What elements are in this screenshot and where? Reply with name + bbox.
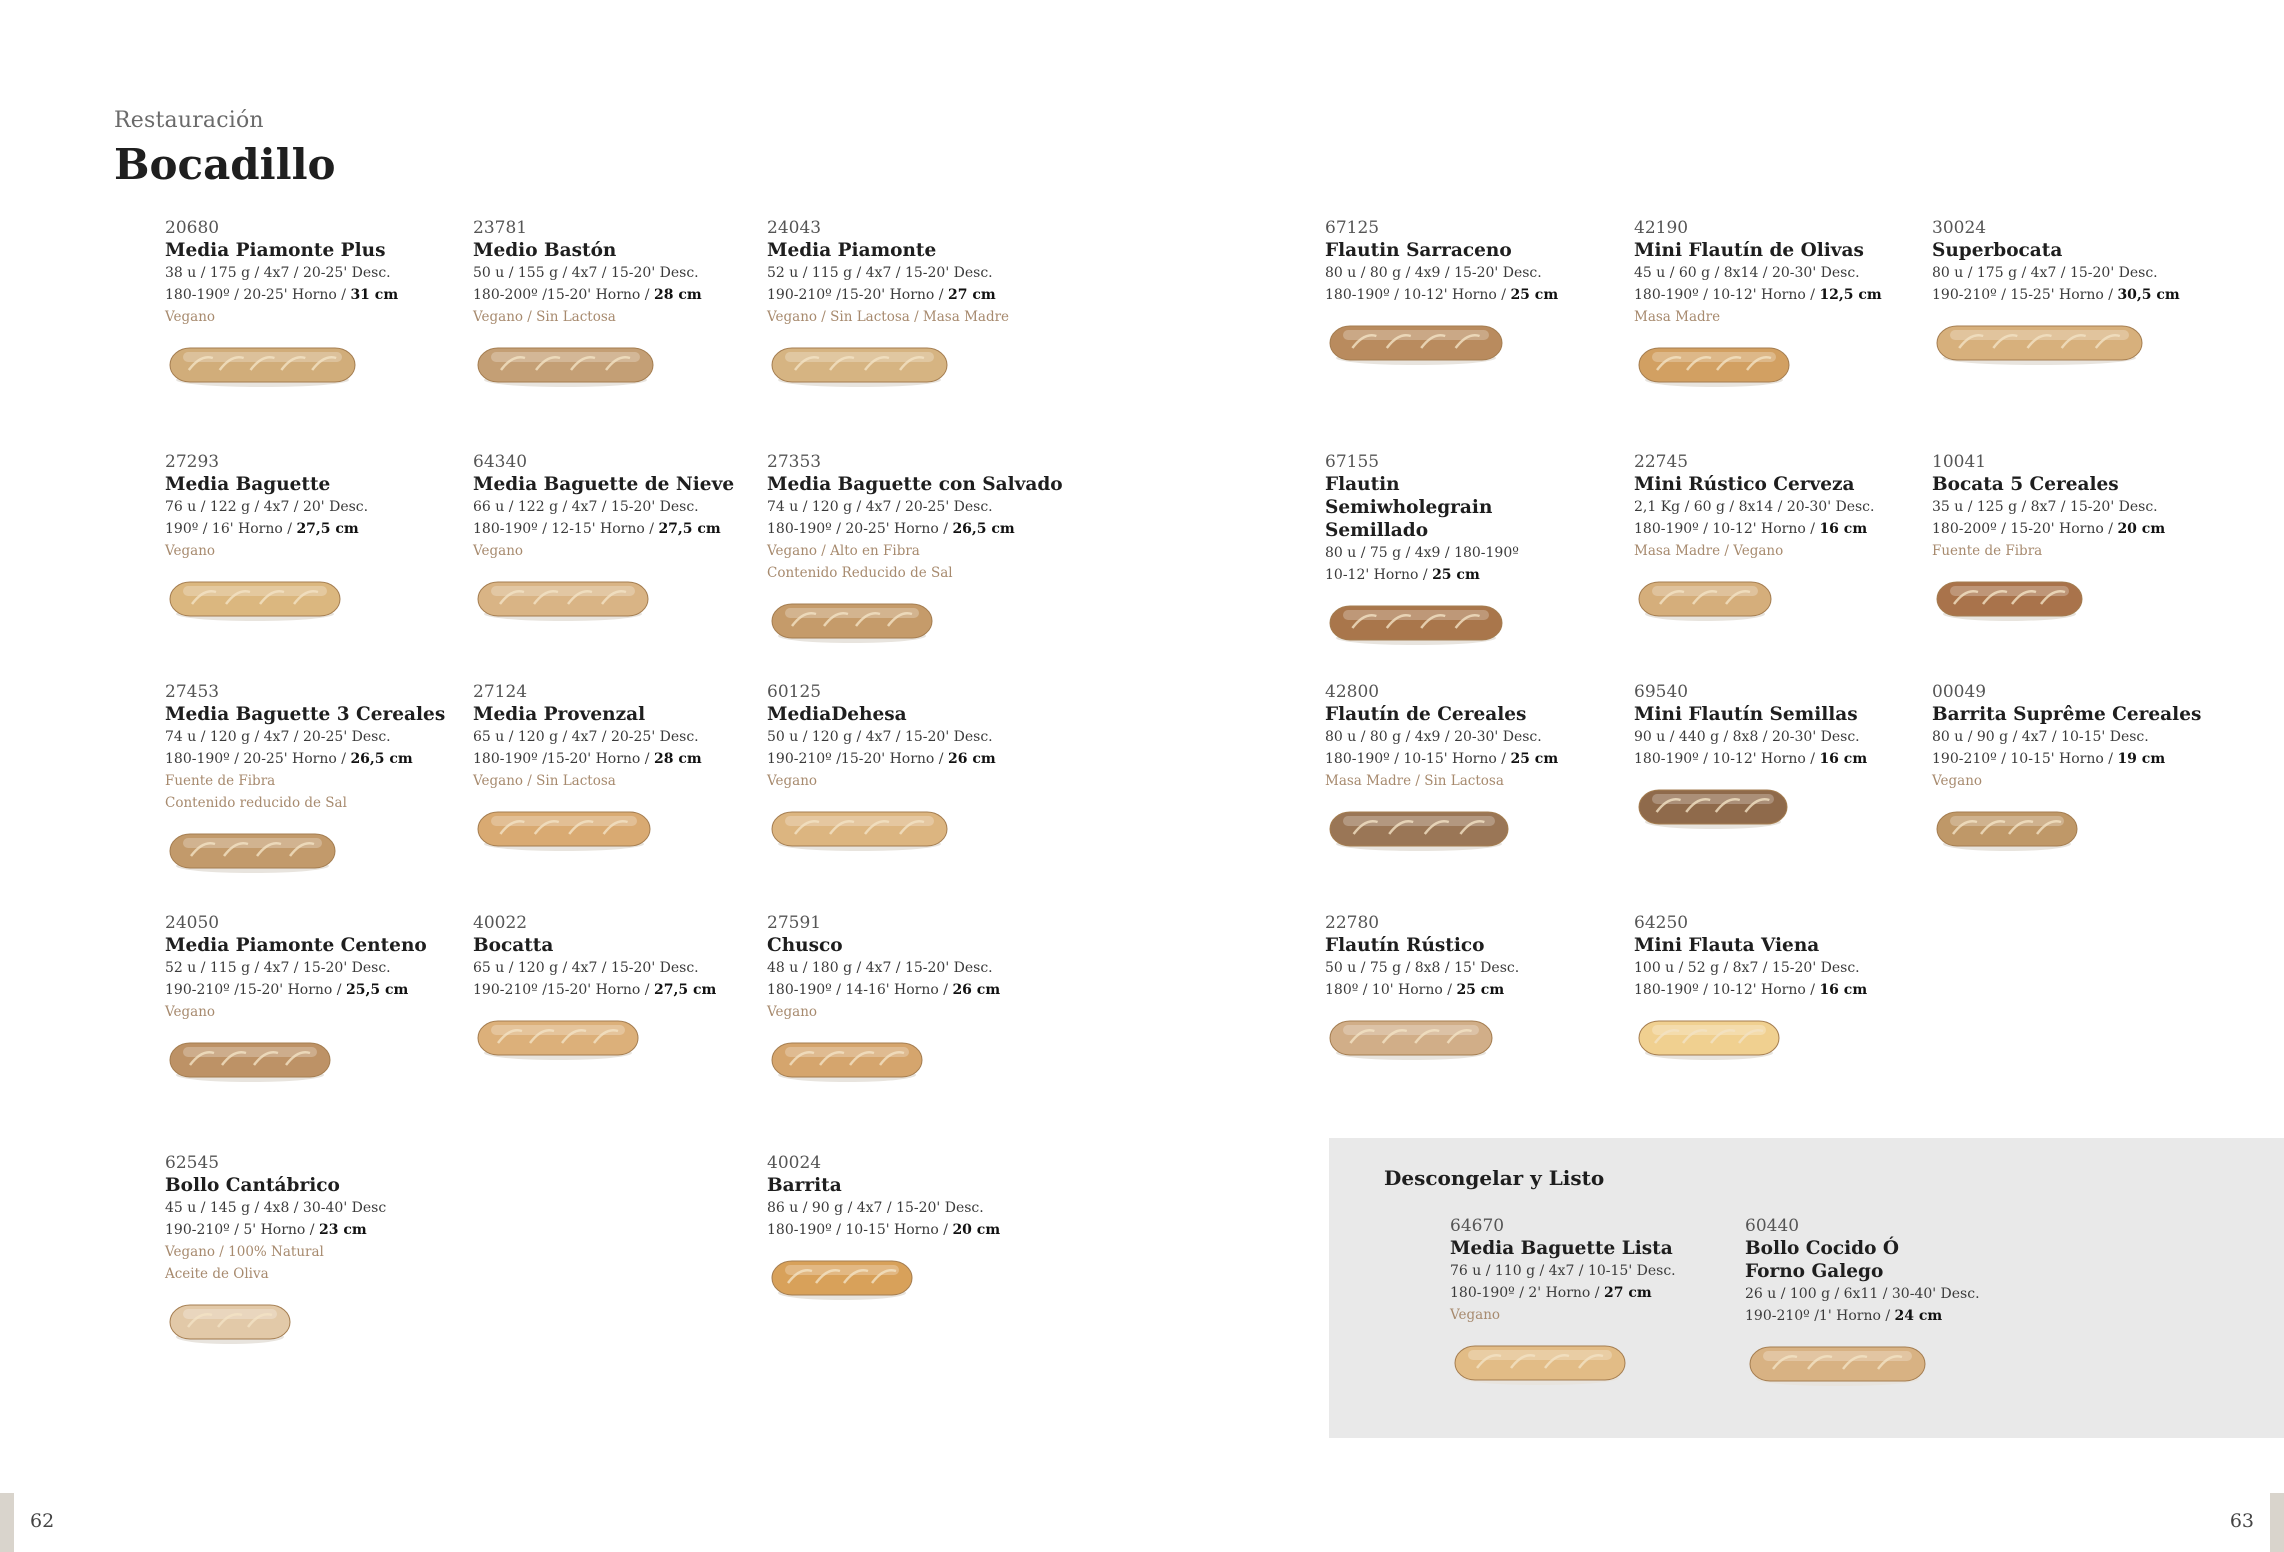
product-spec-units: 86 u / 90 g / 4x7 / 15-20' Desc.: [767, 1200, 984, 1216]
product-spec-units: 66 u / 122 g / 4x7 / 15-20' Desc.: [473, 499, 699, 515]
product-spec-bake: [1634, 284, 1934, 306]
product-spec-bake-text: 180-200º /15-20' Horno /: [473, 287, 654, 303]
product-item: [1932, 452, 2232, 626]
product-item: [767, 1153, 1067, 1305]
product-spec-units: 52 u / 115 g / 4x7 / 15-20' Desc.: [165, 960, 391, 976]
product-item: [165, 452, 465, 626]
product-spec-units: 38 u / 175 g / 4x7 / 20-25' Desc.: [165, 265, 391, 281]
product-spec-bake-text: 180-190º / 10-12' Horno /: [1634, 287, 1820, 303]
bread-image: [165, 340, 360, 392]
product-tag: Contenido Reducido de Sal: [767, 565, 953, 581]
product-item: [767, 913, 1067, 1087]
product-code: 10041: [1932, 452, 1987, 472]
product-item: [165, 218, 465, 392]
bread-image: [767, 804, 952, 856]
product-spec-bake-text: 180-190º / 10-15' Horno /: [1325, 751, 1511, 767]
product-spec-bake: [473, 979, 773, 1001]
product-spec-bake-text: 180-190º / 20-25' Horno /: [165, 287, 351, 303]
product-spec-bake-text: 180-190º / 20-25' Horno /: [767, 521, 953, 537]
product-length: 20 cm: [952, 1222, 1001, 1238]
product-spec-bake-text: 180-190º / 10-12' Horno /: [1325, 287, 1511, 303]
product-spec-bake: [767, 979, 1067, 1001]
product-code: 69540: [1634, 682, 1689, 702]
bread-image: [1325, 318, 1507, 370]
product-item: [473, 682, 773, 856]
product-spec-units: 80 u / 175 g / 4x7 / 15-20' Desc.: [1932, 265, 2158, 281]
product-spec-units: 90 u / 440 g / 8x8 / 20-30' Desc.: [1634, 729, 1860, 745]
product-item: [1325, 218, 1625, 370]
product-length: 16 cm: [1819, 982, 1868, 998]
product-spec-bake: [1932, 748, 2232, 770]
product-code: 40022: [473, 913, 528, 933]
product-code: 60125: [767, 682, 822, 702]
product-code: 22780: [1325, 913, 1380, 933]
product-item: [165, 913, 465, 1087]
product-name: Flautin Semiwholegrain Semillado: [1325, 474, 1493, 541]
product-length: 26,5 cm: [350, 751, 413, 767]
product-length: 27,5 cm: [296, 521, 359, 537]
product-spec-bake: [1325, 979, 1625, 1001]
bread-image: [1450, 1338, 1630, 1390]
bread-image: [1634, 574, 1776, 626]
product-tag: Vegano: [165, 543, 216, 559]
product-item: [1634, 218, 1934, 392]
product-spec-bake: [1932, 284, 2232, 306]
product-item: [1932, 682, 2232, 856]
product-tag: Masa Madre: [1634, 309, 1721, 325]
product-name: Barrita: [767, 1175, 842, 1196]
product-length: 16 cm: [1819, 521, 1868, 537]
product-spec-units: 35 u / 125 g / 8x7 / 15-20' Desc.: [1932, 499, 2158, 515]
product-item: [1932, 218, 2232, 370]
product-spec-bake-text: 190-210º /15-20' Horno /: [767, 751, 948, 767]
bread-image: [473, 574, 653, 626]
bread-image: [1634, 340, 1794, 392]
product-tag: Vegano: [165, 1004, 216, 1020]
left-page-tab: [0, 1493, 14, 1552]
product-code: 42190: [1634, 218, 1689, 238]
product-spec-units: 50 u / 120 g / 4x7 / 15-20' Desc.: [767, 729, 993, 745]
product-name: Superbocata: [1932, 240, 2063, 261]
product-spec-bake-text: 180-190º / 10-12' Horno /: [1634, 751, 1820, 767]
product-code: 24043: [767, 218, 822, 238]
page-title: Bocadillo: [114, 140, 336, 189]
product-length: 12,5 cm: [1819, 287, 1882, 303]
bread-image: [1745, 1339, 1930, 1391]
bread-image: [1932, 574, 2087, 626]
product-spec-bake: [767, 1219, 1067, 1241]
product-spec-units: 100 u / 52 g / 8x7 / 15-20' Desc.: [1634, 960, 1860, 976]
product-spec-bake-text: 180-190º / 10-15' Horno /: [767, 1222, 953, 1238]
bread-image: [165, 1297, 295, 1349]
product-code: 64250: [1634, 913, 1689, 933]
product-tag: Vegano: [767, 773, 818, 789]
product-name: Media Baguette con Salvado: [767, 474, 1063, 495]
product-tag: Vegano: [767, 1004, 818, 1020]
product-name: Media Piamonte Centeno: [165, 935, 427, 956]
product-length: 27,5 cm: [653, 982, 717, 998]
product-name: Flautín Rústico: [1325, 935, 1485, 956]
bread-image: [165, 1035, 335, 1087]
product-length: 25 cm: [1510, 751, 1559, 767]
product-item: [473, 913, 773, 1065]
product-name: Bollo Cocido Ó Forno Galego: [1745, 1238, 1899, 1282]
product-spec-bake: [1634, 518, 1934, 540]
product-spec-bake: [473, 748, 773, 770]
bread-image: [473, 804, 655, 856]
product-spec-units: 50 u / 75 g / 8x8 / 15' Desc.: [1325, 960, 1520, 976]
product-tag: Contenido reducido de Sal: [165, 795, 347, 811]
product-spec-units: 26 u / 100 g / 6x11 / 30-40' Desc.: [1745, 1286, 1980, 1302]
product-spec-bake-text: 190-210º /15-20' Horno /: [767, 287, 948, 303]
product-item: [165, 1153, 465, 1349]
product-tag: Vegano / Sin Lactosa: [473, 309, 616, 325]
product-tag: Vegano: [1450, 1307, 1501, 1323]
bread-image: [1634, 782, 1792, 834]
product-item: [1325, 682, 1625, 856]
section-label: Restauración: [114, 108, 264, 133]
product-spec-bake-text: 190-210º /15-20' Horno /: [165, 982, 346, 998]
product-name: Mini Rústico Cerveza: [1634, 474, 1855, 495]
product-tag: Vegano: [165, 309, 216, 325]
product-spec-bake: [1325, 284, 1625, 306]
product-spec-bake: [165, 518, 465, 540]
product-item: [165, 682, 465, 878]
product-spec-bake-text: 180-190º /15-20' Horno /: [473, 751, 654, 767]
product-tag: Fuente de Fibra: [1932, 543, 2043, 559]
product-spec-bake: [767, 518, 1067, 540]
product-spec-units: 80 u / 90 g / 4x7 / 10-15' Desc.: [1932, 729, 2149, 745]
product-code: 27124: [473, 682, 528, 702]
product-tag: Fuente de Fibra: [165, 773, 276, 789]
product-spec-units: 76 u / 122 g / 4x7 / 20' Desc.: [165, 499, 369, 515]
product-spec-bake: [1634, 979, 1934, 1001]
bread-image: [473, 1013, 643, 1065]
product-code: 40024: [767, 1153, 822, 1173]
product-spec-bake: [165, 979, 465, 1001]
product-tag: Vegano: [1932, 773, 1983, 789]
product-code: 00049: [1932, 682, 1987, 702]
bread-image: [473, 340, 658, 392]
bread-image: [767, 340, 952, 392]
product-spec-bake-text: 190º / 16' Horno /: [165, 521, 297, 537]
product-spec-bake: [767, 284, 1067, 306]
page-number-left: 62: [30, 1510, 55, 1532]
product-spec-bake-text: 180-190º / 10-12' Horno /: [1634, 521, 1820, 537]
product-code: 64670: [1450, 1216, 1505, 1236]
product-code: 62545: [165, 1153, 220, 1173]
product-name: Chusco: [767, 935, 843, 956]
bread-image: [1932, 318, 2147, 370]
product-name: Flautín de Cereales: [1325, 704, 1527, 725]
product-spec-bake-text: 180º / 10' Horno /: [1325, 982, 1457, 998]
product-spec-units: 65 u / 120 g / 4x7 / 20-25' Desc.: [473, 729, 699, 745]
product-spec-units: 74 u / 120 g / 4x7 / 20-25' Desc.: [767, 499, 993, 515]
product-tag: Vegano / 100% Natural: [165, 1244, 324, 1260]
product-spec-bake-text: 180-190º / 2' Horno /: [1450, 1285, 1604, 1301]
product-spec-bake-text: 180-190º / 14-16' Horno /: [767, 982, 953, 998]
product-tag: Vegano: [473, 543, 524, 559]
product-spec-bake-text: 180-200º / 15-20' Horno /: [1932, 521, 2118, 537]
product-name: Bocata 5 Cereales: [1932, 474, 2119, 495]
product-name: Bocatta: [473, 935, 554, 956]
product-spec-units: 48 u / 180 g / 4x7 / 15-20' Desc.: [767, 960, 993, 976]
product-code: 27293: [165, 452, 220, 472]
bread-image: [165, 574, 345, 626]
product-length: 31 cm: [350, 287, 399, 303]
product-spec-bake: [473, 518, 773, 540]
product-code: 22745: [1634, 452, 1689, 472]
product-name: Media Baguette 3 Cereales: [165, 704, 446, 725]
product-length: 26 cm: [952, 982, 1001, 998]
product-item: [1745, 1216, 2045, 1391]
product-spec-units: 45 u / 145 g / 4x8 / 30-40' Desc: [165, 1200, 387, 1216]
product-length: 27,5 cm: [658, 521, 721, 537]
product-item: [1325, 913, 1625, 1065]
product-name: Barrita Suprême Cereales: [1932, 704, 2202, 725]
product-item: [1634, 913, 1934, 1065]
product-length: 26,5 cm: [952, 521, 1015, 537]
product-code: 27591: [767, 913, 822, 933]
product-spec-units: 2,1 Kg / 60 g / 8x14 / 20-30' Desc.: [1634, 499, 1875, 515]
product-spec-bake: [767, 748, 1067, 770]
product-tag: Vegano / Sin Lactosa: [473, 773, 616, 789]
product-spec-bake: [1325, 748, 1625, 770]
product-code: 64340: [473, 452, 528, 472]
product-name: Mini Flautín Semillas: [1634, 704, 1858, 725]
box-title: Descongelar y Listo: [1384, 1166, 1605, 1190]
product-length: 19 cm: [2117, 751, 2166, 767]
product-spec-units: 80 u / 80 g / 4x9 / 20-30' Desc.: [1325, 729, 1542, 745]
product-code: 60440: [1745, 1216, 1800, 1236]
product-name: Media Piamonte Plus: [165, 240, 386, 261]
product-length: 28 cm: [653, 751, 702, 767]
product-spec-bake-text: 180-190º / 20-25' Horno /: [165, 751, 351, 767]
product-name: MediaDehesa: [767, 704, 907, 725]
product-code: 24050: [165, 913, 220, 933]
product-spec-bake-text: 190-210º /1' Horno /: [1745, 1308, 1895, 1324]
product-name: Flautin Sarraceno: [1325, 240, 1512, 261]
product-item: [767, 452, 1067, 648]
product-spec-bake: [165, 284, 465, 306]
bread-image: [165, 826, 340, 878]
bread-image: [1325, 804, 1513, 856]
product-item: [473, 218, 773, 392]
product-tag: Aceite de Oliva: [165, 1266, 269, 1282]
product-item: [1450, 1216, 1750, 1390]
product-name: Mini Flauta Viena: [1634, 935, 1820, 956]
product-spec-bake: [1325, 564, 1625, 586]
product-length: 23 cm: [318, 1222, 367, 1238]
product-item: [767, 218, 1067, 392]
right-page-tab: [2270, 1493, 2284, 1552]
product-item: [1634, 452, 1934, 626]
product-code: 20680: [165, 218, 220, 238]
product-item: [767, 682, 1067, 856]
product-spec-bake-text: 190-210º / 5' Horno /: [165, 1222, 319, 1238]
product-name: Medio Bastón: [473, 240, 617, 261]
product-code: 30024: [1932, 218, 1987, 238]
product-length: 20 cm: [2117, 521, 2166, 537]
product-length: 30,5 cm: [2117, 287, 2180, 303]
product-length: 25 cm: [1510, 287, 1559, 303]
product-spec-bake: [165, 748, 465, 770]
product-tag: Vegano / Alto en Fibra: [767, 543, 920, 559]
product-code: 27453: [165, 682, 220, 702]
product-spec-units: 74 u / 120 g / 4x7 / 20-25' Desc.: [165, 729, 391, 745]
product-spec-units: 50 u / 155 g / 4x7 / 15-20' Desc.: [473, 265, 699, 281]
product-item: [1325, 452, 1625, 650]
product-length: 28 cm: [653, 287, 702, 303]
bread-image: [1325, 598, 1507, 650]
product-tag: Masa Madre / Sin Lactosa: [1325, 773, 1504, 789]
product-spec-bake-text: 10-12' Horno /: [1325, 567, 1433, 583]
product-spec-bake-text: 180-190º / 12-15' Horno /: [473, 521, 659, 537]
bread-image: [1325, 1013, 1497, 1065]
product-code: 23781: [473, 218, 528, 238]
product-spec-units: 45 u / 60 g / 8x14 / 20-30' Desc.: [1634, 265, 1860, 281]
product-name: Media Baguette de Nieve: [473, 474, 735, 495]
product-name: Mini Flautín de Olivas: [1634, 240, 1864, 261]
product-length: 26 cm: [947, 751, 996, 767]
product-spec-units: 80 u / 80 g / 4x9 / 15-20' Desc.: [1325, 265, 1542, 281]
product-length: 25,5 cm: [345, 982, 409, 998]
bread-image: [1634, 1013, 1784, 1065]
product-spec-units: 52 u / 115 g / 4x7 / 15-20' Desc.: [767, 265, 993, 281]
product-spec-bake: [473, 284, 773, 306]
product-code: 27353: [767, 452, 822, 472]
bread-image: [1932, 804, 2082, 856]
product-item: [473, 452, 773, 626]
product-spec-bake-text: 180-190º / 10-12' Horno /: [1634, 982, 1820, 998]
product-item: [1634, 682, 1934, 834]
product-tag: Masa Madre / Vegano: [1634, 543, 1784, 559]
product-code: 67155: [1325, 452, 1380, 472]
product-length: 16 cm: [1819, 751, 1868, 767]
product-spec-bake: [1745, 1305, 2045, 1327]
product-spec-bake-text: 190-210º /15-20' Horno /: [473, 982, 654, 998]
product-spec-bake-text: 190-210º / 10-15' Horno /: [1932, 751, 2118, 767]
product-spec-bake-text: 190-210º / 15-25' Horno /: [1932, 287, 2118, 303]
product-name: Media Baguette: [165, 474, 331, 495]
page-number-right: 63: [2229, 1510, 2254, 1532]
product-length: 27 cm: [1603, 1285, 1652, 1301]
bread-image: [767, 596, 937, 648]
product-code: 67125: [1325, 218, 1380, 238]
product-name: Media Provenzal: [473, 704, 646, 725]
product-spec-bake: [1450, 1282, 1750, 1304]
product-length: 25 cm: [1456, 982, 1505, 998]
product-code: 42800: [1325, 682, 1380, 702]
product-spec-bake: [165, 1219, 465, 1241]
product-spec-bake: [1932, 518, 2232, 540]
product-spec-units: 76 u / 110 g / 4x7 / 10-15' Desc.: [1450, 1263, 1676, 1279]
product-spec-units: 80 u / 75 g / 4x9 / 180-190º: [1325, 545, 1519, 561]
product-tag: Vegano / Sin Lactosa / Masa Madre: [767, 309, 1010, 325]
product-spec-units: 65 u / 120 g / 4x7 / 15-20' Desc.: [473, 960, 699, 976]
product-length: 27 cm: [947, 287, 996, 303]
bread-image: [767, 1035, 927, 1087]
product-length: 24 cm: [1894, 1308, 1943, 1324]
product-name: Media Baguette Lista: [1450, 1238, 1673, 1259]
product-spec-bake: [1634, 748, 1934, 770]
product-name: Bollo Cantábrico: [165, 1175, 340, 1196]
bread-image: [767, 1253, 917, 1305]
product-name: Media Piamonte: [767, 240, 937, 261]
product-length: 25 cm: [1432, 567, 1480, 583]
